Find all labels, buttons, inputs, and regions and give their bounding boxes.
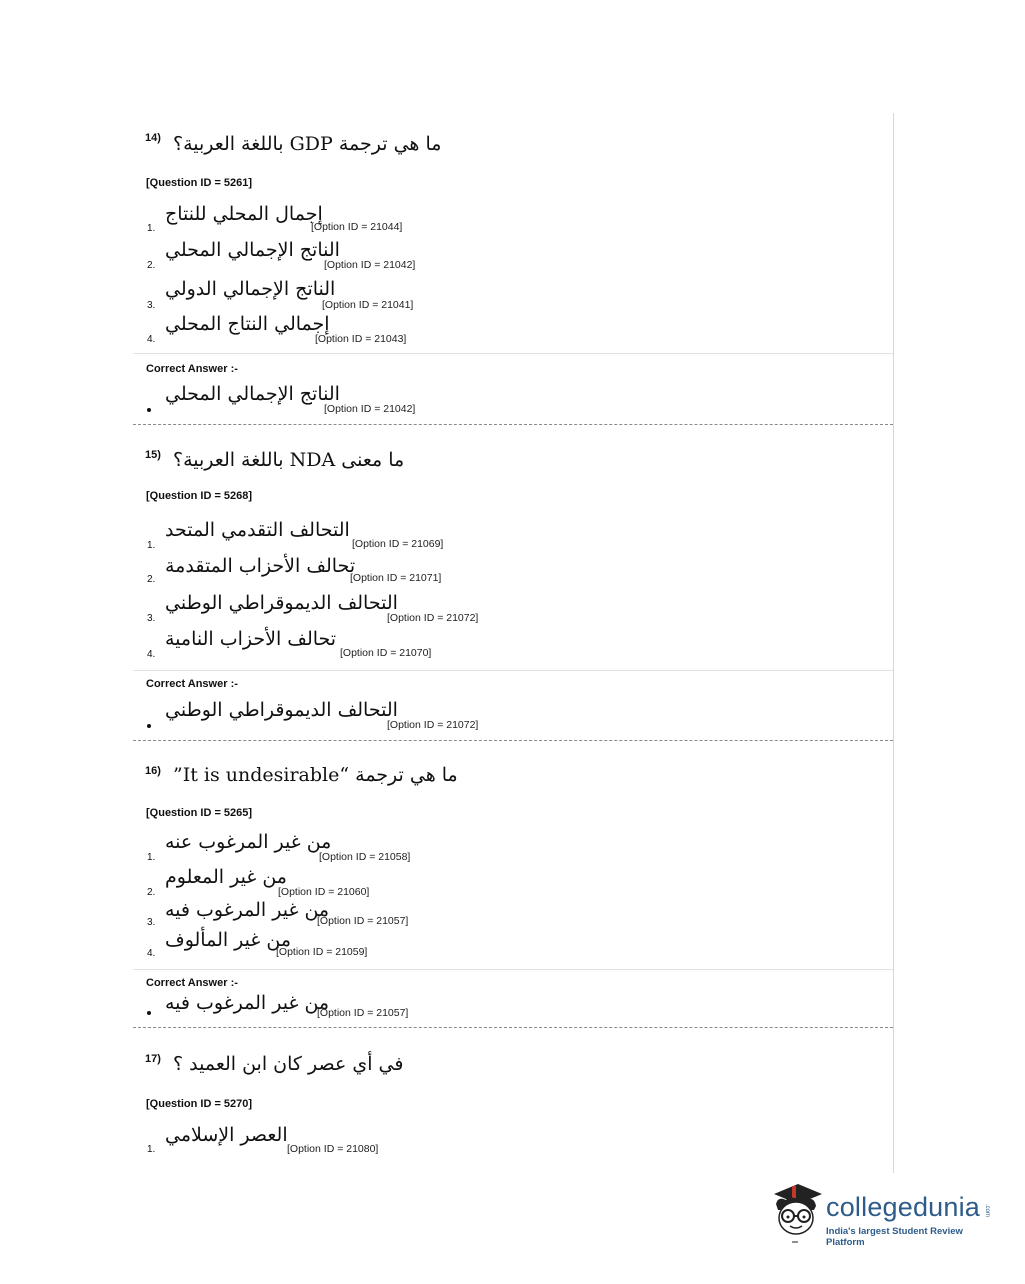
option-text: من غير المرغوب عنه [165,831,332,853]
option-id: [Option ID = 21042] [324,259,416,271]
option-number: 4. [147,948,156,959]
option-number: 3. [147,917,156,928]
question-divider [133,1027,893,1028]
correct-answer-text: التحالف الديموقراطي الوطني [165,699,398,721]
question-text: ما هي ترجمة “It is undesirable” [173,764,458,786]
option-text: إجمال المحلي للنتاج [165,203,323,225]
option-text: إجمالي النتاج المحلي [165,313,330,335]
option-number: 1. [147,223,156,234]
question-divider [133,424,893,425]
brand-domain: .com [984,1204,990,1218]
collegedunia-logo [768,1180,1000,1250]
answer-bullet [147,408,151,412]
option-id: [Option ID = 21044] [311,221,403,233]
option-id: [Option ID = 21043] [315,333,407,345]
question-number: 16) [145,765,161,777]
brand-name: collegedunia [826,1192,981,1222]
option-number: 4. [147,649,156,660]
section-divider [133,670,893,671]
mascot-icon [768,1180,824,1246]
section-divider [133,353,893,354]
question-id: [Question ID = 5261] [146,177,253,189]
correct-answer-text: من غير المرغوب فيه [165,992,330,1014]
option-id: [Option ID = 21071] [350,572,442,584]
option-id: [Option ID = 21059] [276,946,368,958]
option-number: 1. [147,540,156,551]
correct-answer-label: Correct Answer :- [146,678,238,690]
option-number: 2. [147,574,156,585]
option-id: [Option ID = 21041] [322,299,414,311]
option-id: [Option ID = 21060] [278,886,370,898]
question-divider [133,740,893,741]
correct-answer-label: Correct Answer :- [146,363,238,375]
option-number: 2. [147,887,156,898]
section-divider [133,969,893,970]
question-id: [Question ID = 5265] [146,807,253,819]
option-id: [Option ID = 21069] [352,538,444,550]
option-text: الناتج الإجمالي الدولي [165,278,336,300]
option-number: 1. [147,1144,156,1155]
question-number: 15) [145,449,161,461]
answer-bullet [147,724,151,728]
option-text: العصر الإسلامي [165,1124,288,1146]
question-text: في أي عصر كان ابن العميد ؟ [173,1053,404,1075]
question-id: [Question ID = 5270] [146,1098,253,1110]
option-id: [Option ID = 21080] [287,1143,379,1155]
option-text: التحالف الديموقراطي الوطني [165,592,398,614]
correct-answer-option-id: [Option ID = 21072] [387,719,479,731]
option-id: [Option ID = 21058] [319,851,411,863]
question-text: ما معنى NDA باللغة العربية؟ [173,449,405,471]
question-id: [Question ID = 5268] [146,490,253,502]
option-text: من غير المرغوب فيه [165,899,330,921]
option-number: 3. [147,300,156,311]
option-id: [Option ID = 21057] [317,915,409,927]
answer-bullet [147,1011,151,1015]
option-number: 4. [147,334,156,345]
option-id: [Option ID = 21072] [387,612,479,624]
option-id: [Option ID = 21070] [340,647,432,659]
correct-answer-text: الناتج الإجمالي المحلي [165,383,340,405]
correct-answer-option-id: [Option ID = 21042] [324,403,416,415]
question-number: 17) [145,1053,161,1065]
correct-answer-label: Correct Answer :- [146,977,238,989]
correct-answer-option-id: [Option ID = 21057] [317,1007,409,1019]
option-number: 3. [147,613,156,624]
question-number: 14) [145,132,161,144]
option-text: التحالف التقدمي المتحد [165,519,350,541]
option-text: الناتج الإجمالي المحلي [165,239,340,261]
option-text: من غير المعلوم [165,866,287,888]
option-number: 1. [147,852,156,863]
question-paper [133,113,894,1173]
option-text: تحالف الأحزاب المتقدمة [165,555,356,577]
option-text: تحالف الأحزاب النامية [165,628,337,650]
option-number: 2. [147,260,156,271]
question-text: ما هي ترجمة GDP باللغة العربية؟ [173,133,442,155]
option-text: من غير المألوف [165,929,292,951]
brand-tagline: India's largest Student Review Platform [826,1226,963,1248]
